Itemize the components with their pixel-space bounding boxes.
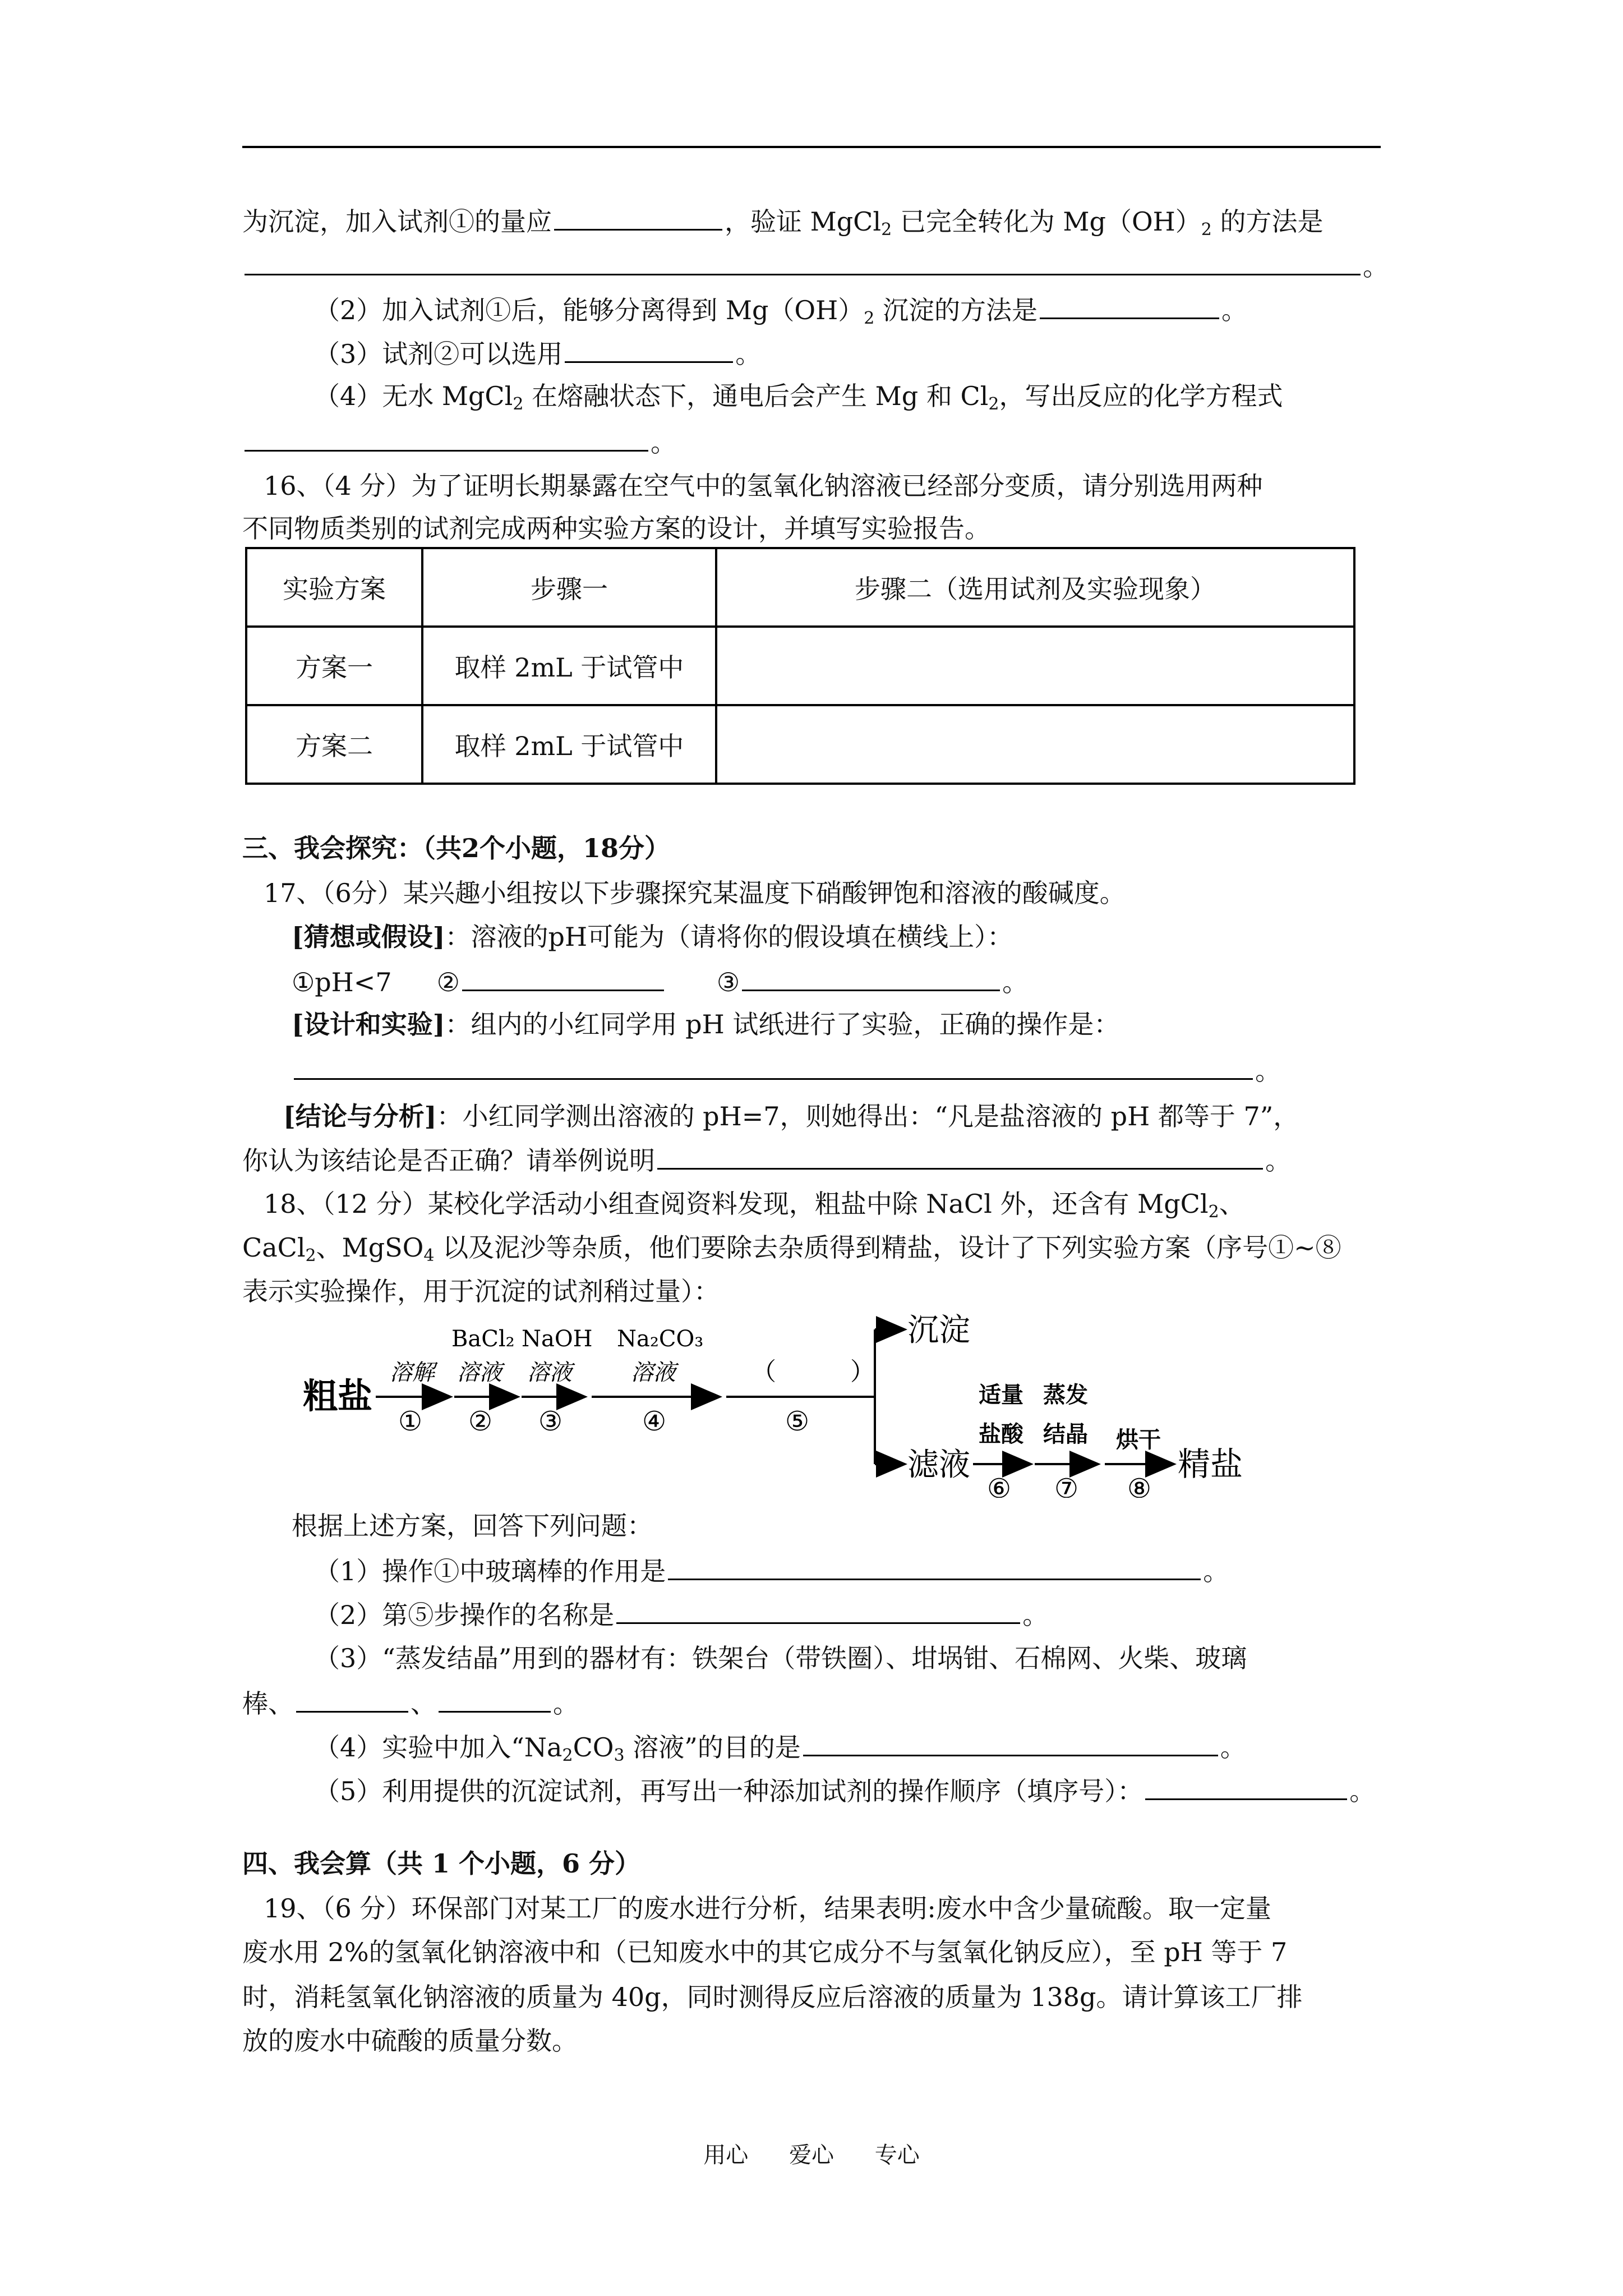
flow-step6-reagent: 盐酸	[979, 1421, 1023, 1447]
q16-line1: 16、（4 分）为了证明长期暴露在空气中的氢氧化钠溶液已经部分变质，请分别选用两种	[264, 471, 1263, 501]
flow-step4-solution: 溶液	[631, 1360, 676, 1386]
flow-end-label: 精盐	[1178, 1445, 1243, 1483]
flow-step2-reagent: BaCl₂	[451, 1326, 515, 1352]
table-header-cell: 步骤一	[422, 548, 716, 627]
flow-step3-reagent: NaOH	[522, 1326, 593, 1352]
q17-blank-example[interactable]	[657, 1142, 1263, 1170]
table-cell: 取样 2mL 于试管中	[422, 705, 716, 784]
table-answer-cell[interactable]	[716, 627, 1354, 705]
flow-precipitate-label: 沉淀	[907, 1312, 970, 1349]
flow-step6-number: ⑥	[987, 1473, 1012, 1498]
q19-line3: 时，消耗氢氧化钠溶液的质量为 40g，同时测得反应后溶液的质量为 138g。请计算该工厂排	[242, 1982, 1303, 2012]
q18-a5: （5）利用提供的沉淀试剂，再写出一种添加试剂的操作顺序（填序号）： 。	[314, 1773, 1375, 1808]
q18-blank-a2[interactable]	[616, 1596, 1020, 1624]
experiment-report-table	[245, 547, 1355, 785]
q15-part4-answer: 。	[242, 424, 676, 459]
q15-part3: （3）试剂②可以选用 。	[314, 335, 761, 371]
q17-options: ①pH<7 ② ③ 。	[292, 964, 1028, 999]
q18-line1: 18、（12 分）某校化学活动小组查阅资料发现，粗盐中除 NaCl 外，还含有 MgCl$_2$、	[264, 1189, 1245, 1222]
q18-blank-a3-first[interactable]	[296, 1685, 408, 1713]
q15-part4: （4）无水 MgCl$_2$ 在熔融状态下，通电后会产生 Mg 和 $Cl_2$，写出反应的化学方程式	[314, 381, 1283, 414]
q15-part2: （2）加入试剂①后，能够分离得到 $Mg(OH)_2$ 沉淀的方法是 。	[314, 292, 1247, 335]
flow-step5-blank[interactable]: （ ）	[751, 1358, 875, 1386]
table-row	[246, 627, 1354, 705]
q15-blank-amount[interactable]	[554, 203, 722, 231]
section-3-title: 三、我会探究：（共2个小题，18分）	[242, 833, 671, 863]
table-header-cell: 实验方案	[246, 548, 422, 627]
q15-blank-reagent2[interactable]	[565, 335, 733, 363]
q16-line2: 不同物质类别的试剂完成两种实验方案的设计，并填写实验报告。	[242, 513, 990, 544]
flow-step8-number: ⑧	[1127, 1473, 1152, 1498]
flow-filtrate-label: 滤液	[907, 1447, 970, 1483]
table-header-cell: 步骤二（选用试剂及实验现象）	[716, 548, 1354, 627]
page-footer: 用心 爱心 专心	[703, 2142, 920, 2168]
q19-line4: 放的废水中硫酸的质量分数。	[242, 2026, 578, 2056]
q19-line2: 废水用 2%的氢氧化钠溶液中和（已知废水中的其它成分不与氢氧化钠反应），至 pH 等于 7	[242, 1937, 1288, 1967]
table-cell: 取样 2mL 于试管中	[422, 627, 716, 705]
q18-lead: 根据上述方案，回答下列问题：	[292, 1511, 653, 1541]
flow-step1-reagent: 溶解	[390, 1360, 435, 1386]
flow-step2-number: ②	[468, 1406, 493, 1437]
flow-start-label: 粗盐	[303, 1375, 373, 1416]
q17-design: [设计和实验]：组内的小红同学用 pH 试纸进行了实验，正确的操作是：	[292, 1009, 1120, 1039]
q17-intro: 17、（6分）某兴趣小组按以下步骤探究某温度下硝酸钾饱和溶液的酸碱度。	[264, 878, 1126, 908]
q17-blank-operation[interactable]	[294, 1052, 1253, 1080]
q17-conclusion-line2: 你认为该结论是否正确？请举例说明 。	[242, 1142, 1291, 1177]
q18-a4: （4）实验中加入“$Na_2CO_3$ 溶液”的目的是 。	[314, 1729, 1246, 1773]
q18-a3-line2: 棒、 、 。	[242, 1685, 579, 1720]
flow-step7-evaporate: 蒸发	[1043, 1382, 1088, 1408]
q18-line3: 表示实验操作，用于沉淀的试剂稍过量）：	[242, 1276, 720, 1306]
table-cell: 方案一	[246, 627, 422, 705]
q18-blank-a1[interactable]	[668, 1553, 1201, 1580]
flow-step5-number: ⑤	[785, 1406, 810, 1437]
q15-blank-equation[interactable]	[245, 424, 648, 452]
q18-blank-a5[interactable]	[1145, 1773, 1347, 1800]
flow-step3-solution: 溶液	[527, 1360, 572, 1386]
q18-a1: （1）操作①中玻璃棒的作用是 。	[314, 1553, 1229, 1588]
table-answer-cell[interactable]	[716, 705, 1354, 784]
flow-step2-solution: 溶液	[457, 1360, 502, 1386]
flow-step7-number: ⑦	[1054, 1473, 1079, 1498]
table-cell: 方案二	[246, 705, 422, 784]
section-4-title: 四、我会算（共 1 个小题，6 分）	[242, 1848, 641, 1879]
q15-line2: 。	[242, 248, 1389, 283]
q17-hypothesis: [猜想或假设]：溶液的pH可能为（请将你的假设填在横线上）：	[292, 922, 1013, 952]
flow-step8-dry: 烘干	[1116, 1427, 1161, 1453]
flow-step3-number: ③	[538, 1406, 563, 1437]
q19-line1: 19、（6 分）环保部门对某工厂的废水进行分析，结果表明:废水中含少量硫酸。取一定量	[264, 1893, 1271, 1924]
q17-blank-opt2[interactable]	[462, 964, 664, 991]
q17-blank-opt3[interactable]	[742, 964, 1000, 991]
q18-a2: （2）第⑤步操作的名称是 。	[314, 1596, 1048, 1632]
table-row	[246, 705, 1354, 784]
flow-step4-number: ④	[642, 1406, 667, 1437]
q15-blank-method[interactable]	[245, 248, 1361, 275]
purification-flow-diagram	[292, 1296, 1335, 1498]
q18-blank-a4[interactable]	[803, 1729, 1218, 1756]
q18-line2: CaCl$_2$、MgSO$_4$ 以及泥沙等杂质，他们要除去杂质得到精盐，设计了下列实验方案（序号①~⑧	[242, 1232, 1341, 1266]
q18-blank-a3-second[interactable]	[439, 1685, 551, 1713]
q15-blank-separation[interactable]	[1040, 292, 1219, 319]
q15-line1: 为沉淀，加入试剂①的量应 ，验证 MgCl$_2$ 已完全转化为 $Mg(OH)_2$ 的方法是	[242, 203, 1324, 247]
q17-design-answer: 。	[292, 1052, 1281, 1088]
flow-step1-number: ①	[398, 1406, 423, 1437]
header-rule	[242, 146, 1381, 148]
flow-step6-amount: 适量	[979, 1382, 1023, 1408]
table-header-row	[246, 548, 1354, 627]
q18-a3-line1: （3）“蒸发结晶”用到的器材有：铁架台（带铁圈）、坩埚钳、石棉网、火柴、玻璃	[314, 1643, 1247, 1673]
q17-conclusion: [结论与分析]：小红同学测出溶液的 pH=7，则她得出：“凡是盐溶液的 pH 都等于 7”，	[283, 1101, 1299, 1131]
flow-step4-reagent: Na₂CO₃	[617, 1326, 704, 1352]
flow-step7-crystallize: 结晶	[1043, 1421, 1088, 1447]
